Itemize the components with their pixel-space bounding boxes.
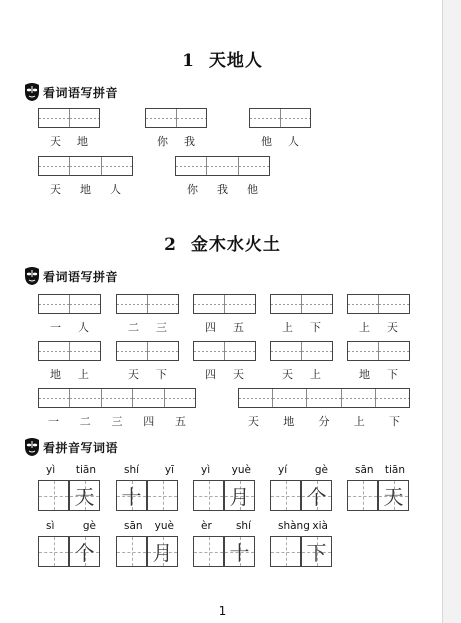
pinyin-syllable: shàng (278, 520, 310, 532)
pinyin-writing-grid[interactable] (38, 388, 196, 408)
opera-mask-icon (24, 437, 40, 457)
page-edge (442, 0, 461, 623)
word-char: 四 (205, 368, 216, 381)
pinyin-label (46, 464, 96, 476)
word-char: 三 (156, 321, 167, 334)
word-char: 下 (156, 368, 167, 381)
word-char: 他 (261, 135, 272, 148)
written-char: 天 (74, 485, 95, 509)
word-label (128, 319, 167, 335)
pinyin-writing-grid[interactable] (175, 156, 270, 176)
word-label (50, 319, 89, 335)
grid-cell[interactable] (272, 389, 306, 407)
word-char: 天 (50, 183, 61, 196)
word-char: 一 (50, 321, 61, 334)
word-char: 我 (217, 183, 228, 196)
grid-cell[interactable] (101, 389, 132, 407)
grid-cell[interactable] (306, 389, 340, 407)
guide-line (163, 481, 164, 510)
pinyin-syllable: gè (82, 520, 96, 532)
pinyin-syllable: tiān (384, 464, 405, 476)
section-heading (24, 436, 118, 458)
section-heading (24, 81, 118, 103)
tianzige-box[interactable] (224, 480, 255, 511)
grid-cell[interactable] (69, 389, 100, 407)
pinyin-syllable: yī (164, 464, 174, 476)
page-number: 1 (218, 604, 227, 618)
pinyin-writing-grid[interactable] (38, 294, 101, 314)
grid-cell[interactable] (117, 295, 147, 313)
pinyin-writing-grid[interactable] (38, 108, 100, 128)
tianzige-box[interactable] (116, 480, 147, 511)
word-label (48, 413, 186, 429)
grid-cell[interactable] (239, 389, 272, 407)
word-char: 人 (78, 321, 89, 334)
grid-cell[interactable] (147, 295, 178, 313)
grid-cell[interactable] (341, 389, 375, 407)
word-label (359, 319, 398, 335)
word-char: 分 (318, 415, 330, 428)
pinyin-writing-grid[interactable] (347, 294, 410, 314)
word-char: 他 (247, 183, 258, 196)
pinyin-syllable: xià (312, 520, 328, 532)
pinyin-syllable: shí (235, 520, 251, 532)
grid-cell[interactable] (69, 109, 100, 127)
word-char: 四 (143, 415, 155, 428)
word-char: 三 (111, 415, 123, 428)
pinyin-writing-grid[interactable] (193, 341, 256, 361)
written-char: 下 (306, 541, 327, 565)
pinyin-syllable: yí (278, 464, 288, 476)
grid-cell[interactable] (348, 295, 378, 313)
grid-cell[interactable] (301, 342, 332, 360)
lesson-number: 1 (182, 51, 195, 71)
word-char: 二 (128, 321, 139, 334)
pinyin-syllable: sān (124, 520, 143, 532)
pinyin-writing-grid[interactable] (347, 341, 410, 361)
pinyin-syllable: èr (201, 520, 212, 532)
written-char: 个 (74, 541, 95, 565)
written-char: 月 (229, 485, 250, 509)
lesson-name: 金木水火土 (190, 235, 281, 255)
pinyin-label (201, 520, 251, 532)
written-char: 天 (383, 485, 404, 509)
pinyin-writing-grid[interactable] (238, 388, 410, 408)
word-char: 下 (310, 321, 321, 334)
word-char: 地 (77, 135, 88, 148)
word-char: 上 (359, 321, 370, 334)
grid-cell[interactable] (146, 109, 176, 127)
pinyin-writing-grid[interactable] (38, 341, 101, 361)
pinyin-label (124, 520, 174, 532)
written-char: 个 (306, 485, 327, 509)
word-char: 上 (353, 415, 365, 428)
word-label (282, 319, 321, 335)
word-label (128, 366, 167, 382)
word-char: 上 (282, 321, 293, 334)
guide-line (54, 537, 55, 566)
written-char: 月 (152, 541, 173, 565)
word-char: 二 (79, 415, 91, 428)
word-label (205, 319, 244, 335)
grid-cell[interactable] (39, 109, 69, 127)
grid-cell[interactable] (348, 342, 378, 360)
tianzige-box[interactable] (147, 480, 178, 511)
pinyin-writing-grid[interactable] (249, 108, 311, 128)
word-char: 天 (282, 368, 293, 381)
grid-cell[interactable] (378, 342, 409, 360)
word-char: 天 (387, 321, 398, 334)
grid-cell[interactable] (69, 157, 100, 175)
word-char: 天 (128, 368, 139, 381)
pinyin-label (355, 464, 405, 476)
word-char: 一 (48, 415, 59, 428)
word-char: 天 (50, 135, 61, 148)
tianzige-box[interactable] (38, 480, 69, 511)
grid-cell[interactable] (238, 157, 269, 175)
word-char: 你 (157, 135, 168, 148)
tianzige-box[interactable] (38, 536, 69, 567)
pinyin-syllable: gè (314, 464, 328, 476)
word-label (248, 413, 400, 429)
section-heading (24, 265, 118, 287)
pinyin-syllable: sān (355, 464, 374, 476)
grid-cell[interactable] (271, 295, 301, 313)
heading-text: 看词语写拼音 (43, 85, 119, 100)
grid-cell[interactable] (224, 295, 255, 313)
word-char: 上 (310, 368, 321, 381)
written-char: 十 (121, 485, 142, 509)
pinyin-writing-grid[interactable] (116, 294, 179, 314)
pinyin-writing-grid[interactable] (193, 294, 256, 314)
word-label (187, 181, 258, 197)
pinyin-writing-grid[interactable] (145, 108, 207, 128)
grid-cell[interactable] (271, 342, 301, 360)
guide-line (132, 537, 133, 566)
word-label (282, 366, 321, 382)
pinyin-syllable: yuè (231, 464, 251, 476)
grid-cell[interactable] (147, 342, 178, 360)
word-label (261, 133, 299, 149)
pinyin-syllable: tiān (75, 464, 96, 476)
opera-mask-icon (24, 266, 40, 286)
grid-cell[interactable] (250, 109, 280, 127)
grid-cell[interactable] (176, 157, 206, 175)
pinyin-writing-grid[interactable] (270, 341, 333, 361)
grid-cell[interactable] (176, 109, 207, 127)
word-label (157, 133, 195, 149)
grid-cell[interactable] (224, 342, 255, 360)
grid-cell[interactable] (39, 295, 69, 313)
word-label (50, 366, 89, 382)
word-char: 五 (175, 415, 186, 428)
pinyin-writing-grid[interactable] (38, 156, 133, 176)
tianzige-box[interactable] (378, 480, 409, 511)
tianzige-box[interactable] (193, 536, 224, 567)
tianzige-box[interactable] (301, 480, 332, 511)
tianzige-box[interactable] (347, 480, 378, 511)
pinyin-writing-grid[interactable] (116, 341, 179, 361)
grid-cell[interactable] (117, 342, 147, 360)
tianzige-box[interactable] (193, 480, 224, 511)
lesson-1-title (0, 46, 445, 71)
guide-line (54, 481, 55, 510)
guide-line (286, 537, 287, 566)
tianzige-box[interactable] (301, 536, 332, 567)
lesson-number: 2 (164, 235, 177, 255)
grid-cell[interactable] (206, 157, 237, 175)
word-char: 我 (184, 135, 195, 148)
tianzige-box[interactable] (224, 536, 255, 567)
grid-cell[interactable] (301, 295, 332, 313)
grid-cell[interactable] (69, 295, 100, 313)
word-char: 四 (205, 321, 216, 334)
heading-text: 看拼音写词语 (43, 440, 119, 455)
word-char: 下 (387, 368, 398, 381)
word-char: 地 (50, 368, 61, 381)
tianzige-box[interactable] (69, 480, 100, 511)
word-label (205, 366, 244, 382)
guide-line (209, 537, 210, 566)
pinyin-label (124, 464, 174, 476)
word-char: 天 (233, 368, 244, 381)
pinyin-label (46, 520, 96, 532)
guide-line (363, 481, 364, 510)
word-label (359, 366, 398, 382)
word-char: 地 (80, 183, 91, 196)
pinyin-label (278, 464, 328, 476)
grid-cell[interactable] (375, 389, 409, 407)
grid-cell[interactable] (194, 295, 224, 313)
grid-cell[interactable] (194, 342, 224, 360)
grid-cell[interactable] (164, 389, 195, 407)
tianzige-box[interactable] (116, 536, 147, 567)
pinyin-label (278, 520, 328, 532)
word-char: 人 (110, 183, 121, 196)
grid-cell[interactable] (280, 109, 311, 127)
grid-cell[interactable] (132, 389, 163, 407)
word-char: 人 (288, 135, 299, 148)
word-char: 地 (359, 368, 370, 381)
tianzige-box[interactable] (270, 536, 301, 567)
guide-line (209, 481, 210, 510)
guide-line (286, 481, 287, 510)
grid-cell[interactable] (39, 389, 69, 407)
tianzige-box[interactable] (69, 536, 100, 567)
opera-mask-icon (24, 82, 40, 102)
grid-cell[interactable] (378, 295, 409, 313)
grid-cell[interactable] (69, 342, 100, 360)
grid-cell[interactable] (39, 157, 69, 175)
word-char: 天 (248, 415, 259, 428)
heading-text: 看词语写拼音 (43, 269, 119, 284)
pinyin-syllable: sì (46, 520, 55, 532)
word-char: 下 (389, 415, 400, 428)
pinyin-syllable: yì (201, 464, 211, 476)
word-char: 你 (187, 183, 198, 196)
word-label (50, 133, 88, 149)
tianzige-box[interactable] (147, 536, 178, 567)
tianzige-box[interactable] (270, 480, 301, 511)
written-char: 十 (229, 541, 250, 565)
word-char: 五 (233, 321, 244, 334)
pinyin-syllable: yuè (154, 520, 174, 532)
pinyin-label (201, 464, 251, 476)
pinyin-writing-grid[interactable] (270, 294, 333, 314)
word-char: 地 (283, 415, 295, 428)
pinyin-syllable: yì (46, 464, 56, 476)
lesson-2-title (0, 230, 445, 255)
word-char: 上 (78, 368, 89, 381)
word-label (50, 181, 121, 197)
lesson-name: 天地人 (208, 51, 263, 71)
grid-cell[interactable] (39, 342, 69, 360)
grid-cell[interactable] (101, 157, 132, 175)
pinyin-syllable: shí (124, 464, 140, 476)
